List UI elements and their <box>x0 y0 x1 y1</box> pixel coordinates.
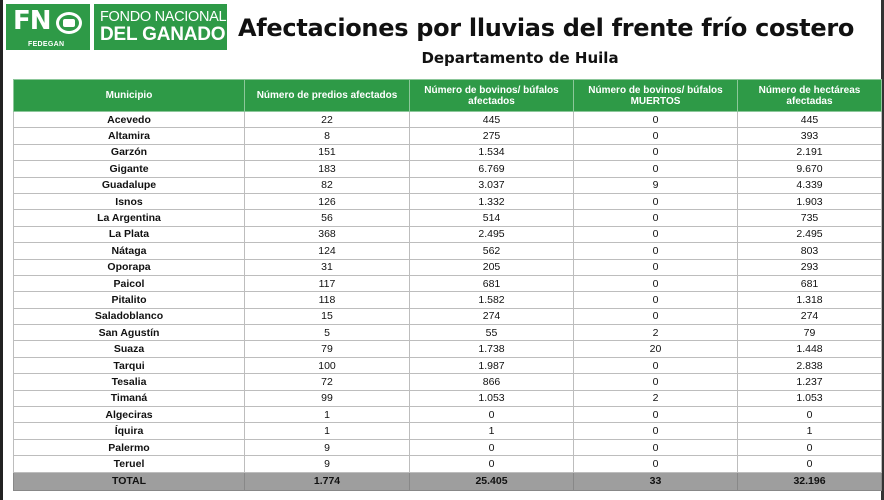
bovinos-afectados-cell: 274 <box>410 308 574 324</box>
bovinos-muertos-cell: 0 <box>574 193 738 209</box>
predios-cell: 79 <box>245 341 410 357</box>
hectareas-cell: 803 <box>738 243 882 259</box>
bovinos-muertos-cell: 0 <box>574 308 738 324</box>
table-row <box>14 161 882 177</box>
logo-fedegan-text: FEDEGAN <box>28 41 65 48</box>
bovinos-afectados-cell: 1.582 <box>410 292 574 308</box>
municipio-cell: Tesalia <box>14 374 245 390</box>
predios-cell: 22 <box>245 112 410 128</box>
bovinos-muertos-cell: 0 <box>574 226 738 242</box>
hectareas-cell: 2.495 <box>738 226 882 242</box>
table-row <box>14 210 882 226</box>
table-row <box>14 259 882 275</box>
predios-cell: 117 <box>245 275 410 291</box>
left-border <box>0 0 3 500</box>
municipio-cell: Timaná <box>14 390 245 406</box>
predios-cell: 56 <box>245 210 410 226</box>
logo-line-2: DEL GANADO <box>100 23 226 45</box>
header-bovinos-muertos: Número de bovinos/ búfalos MUERTOS <box>574 80 738 112</box>
fng-logo-mark <box>6 4 90 50</box>
hectareas-cell: 1.903 <box>738 193 882 209</box>
hectareas-cell: 0 <box>738 407 882 423</box>
municipio-cell: San Agustín <box>14 325 245 341</box>
hectareas-cell: 0 <box>738 456 882 472</box>
predios-cell: 124 <box>245 243 410 259</box>
predios-cell: 368 <box>245 226 410 242</box>
predios-cell: 183 <box>245 161 410 177</box>
table-row <box>14 226 882 242</box>
hectareas-cell: 293 <box>738 259 882 275</box>
bovinos-muertos-cell: 0 <box>574 439 738 455</box>
bovinos-afectados-cell: 1 <box>410 423 574 439</box>
municipio-cell: Garzón <box>14 144 245 160</box>
table-row <box>14 128 882 144</box>
bovinos-afectados-cell: 205 <box>410 259 574 275</box>
bovinos-muertos-cell: 0 <box>574 423 738 439</box>
bovinos-muertos-cell: 0 <box>574 210 738 226</box>
hectareas-cell: 2.838 <box>738 357 882 373</box>
bovinos-muertos-cell: 2 <box>574 390 738 406</box>
predios-cell: 9 <box>245 439 410 455</box>
bovinos-afectados-cell: 0 <box>410 407 574 423</box>
table-row <box>14 423 882 439</box>
predios-cell: 72 <box>245 374 410 390</box>
table-row <box>14 144 882 160</box>
table-row <box>14 374 882 390</box>
header-municipio: Municipio <box>14 80 245 112</box>
bovinos-afectados-cell: 514 <box>410 210 574 226</box>
hectareas-cell: 1.318 <box>738 292 882 308</box>
bovinos-muertos-cell: 0 <box>574 456 738 472</box>
municipio-cell: Nátaga <box>14 243 245 259</box>
table-row <box>14 439 882 455</box>
table-row <box>14 308 882 324</box>
hectareas-cell: 735 <box>738 210 882 226</box>
total-row <box>14 472 882 490</box>
municipio-cell: Isnos <box>14 193 245 209</box>
municipio-cell: Gigante <box>14 161 245 177</box>
table-row <box>14 275 882 291</box>
hectareas-cell: 274 <box>738 308 882 324</box>
header-predios: Número de predios afectados <box>245 80 410 112</box>
predios-cell: 9 <box>245 456 410 472</box>
municipio-cell: Paicol <box>14 275 245 291</box>
predios-cell: 15 <box>245 308 410 324</box>
predios-cell: 31 <box>245 259 410 275</box>
bovinos-afectados-cell: 55 <box>410 325 574 341</box>
total-hectareas: 32.196 <box>738 472 882 490</box>
bovinos-muertos-cell: 0 <box>574 259 738 275</box>
hectareas-cell: 445 <box>738 112 882 128</box>
bovinos-afectados-cell: 2.495 <box>410 226 574 242</box>
table-row <box>14 341 882 357</box>
bovinos-muertos-cell: 0 <box>574 407 738 423</box>
bovinos-afectados-cell: 3.037 <box>410 177 574 193</box>
predios-cell: 126 <box>245 193 410 209</box>
bovinos-afectados-cell: 866 <box>410 374 574 390</box>
municipio-cell: Palermo <box>14 439 245 455</box>
predios-cell: 82 <box>245 177 410 193</box>
municipio-cell: Guadalupe <box>14 177 245 193</box>
hectareas-cell: 1.053 <box>738 390 882 406</box>
predios-cell: 100 <box>245 357 410 373</box>
cow-icon <box>63 19 75 27</box>
municipio-cell: Tarqui <box>14 357 245 373</box>
logo-fn-text: FN <box>13 6 51 36</box>
bovinos-afectados-cell: 1.534 <box>410 144 574 160</box>
bovinos-muertos-cell: 0 <box>574 161 738 177</box>
total-label: TOTAL <box>14 472 245 490</box>
table-row <box>14 407 882 423</box>
bovinos-afectados-cell: 1.738 <box>410 341 574 357</box>
bovinos-afectados-cell: 275 <box>410 128 574 144</box>
bovinos-muertos-cell: 0 <box>574 128 738 144</box>
header-bovinos-afectados: Número de bovinos/ búfalos afectados <box>410 80 574 112</box>
municipio-cell: Suaza <box>14 341 245 357</box>
table-body <box>14 112 882 491</box>
hectareas-cell: 0 <box>738 439 882 455</box>
hectareas-cell: 393 <box>738 128 882 144</box>
municipio-cell: Oporapa <box>14 259 245 275</box>
bovinos-muertos-cell: 0 <box>574 243 738 259</box>
municipio-cell: Teruel <box>14 456 245 472</box>
total-predios: 1.774 <box>245 472 410 490</box>
predios-cell: 8 <box>245 128 410 144</box>
hectareas-cell: 1.237 <box>738 374 882 390</box>
logo-name <box>94 4 227 50</box>
bovinos-afectados-cell: 1.987 <box>410 357 574 373</box>
bovinos-muertos-cell: 0 <box>574 144 738 160</box>
bovinos-afectados-cell: 6.769 <box>410 161 574 177</box>
logo-line-1: FONDO NACIONAL <box>100 8 227 25</box>
table-row <box>14 325 882 341</box>
predios-cell: 1 <box>245 423 410 439</box>
bovinos-afectados-cell: 562 <box>410 243 574 259</box>
municipio-cell: Algeciras <box>14 407 245 423</box>
bovinos-muertos-cell: 0 <box>574 112 738 128</box>
municipio-cell: Saladoblanco <box>14 308 245 324</box>
bovinos-muertos-cell: 0 <box>574 275 738 291</box>
page-subtitle: Departamento de Huila <box>421 49 619 67</box>
municipio-cell: Íquira <box>14 423 245 439</box>
bovinos-muertos-cell: 20 <box>574 341 738 357</box>
bovinos-muertos-cell: 9 <box>574 177 738 193</box>
hectareas-cell: 79 <box>738 325 882 341</box>
predios-cell: 118 <box>245 292 410 308</box>
bovinos-muertos-cell: 0 <box>574 374 738 390</box>
bovinos-afectados-cell: 0 <box>410 456 574 472</box>
municipio-cell: La Argentina <box>14 210 245 226</box>
total-bovinos-afectados: 25.405 <box>410 472 574 490</box>
page-title: Afectaciones por lluvias del frente frío costero <box>238 14 855 42</box>
municipio-cell: Acevedo <box>14 112 245 128</box>
total-bovinos-muertos: 33 <box>574 472 738 490</box>
header-hectareas: Número de hectáreas afectadas <box>738 80 882 112</box>
bovinos-muertos-cell: 0 <box>574 292 738 308</box>
municipio-cell: Altamira <box>14 128 245 144</box>
hectareas-cell: 4.339 <box>738 177 882 193</box>
hectareas-cell: 9.670 <box>738 161 882 177</box>
table-row <box>14 292 882 308</box>
predios-cell: 5 <box>245 325 410 341</box>
fng-logo <box>6 4 227 50</box>
table-row <box>14 456 882 472</box>
hectareas-cell: 1.448 <box>738 341 882 357</box>
table-row <box>14 177 882 193</box>
affected-table <box>13 79 882 491</box>
table-header-row <box>14 80 882 112</box>
hectareas-cell: 2.191 <box>738 144 882 160</box>
predios-cell: 99 <box>245 390 410 406</box>
table-row <box>14 357 882 373</box>
table-row <box>14 243 882 259</box>
predios-cell: 151 <box>245 144 410 160</box>
bovinos-afectados-cell: 1.332 <box>410 193 574 209</box>
table-row <box>14 193 882 209</box>
table-row <box>14 390 882 406</box>
bovinos-muertos-cell: 0 <box>574 357 738 373</box>
bovinos-afectados-cell: 681 <box>410 275 574 291</box>
municipio-cell: Pitalito <box>14 292 245 308</box>
predios-cell: 1 <box>245 407 410 423</box>
table-row <box>14 112 882 128</box>
bovinos-afectados-cell: 445 <box>410 112 574 128</box>
municipio-cell: La Plata <box>14 226 245 242</box>
hectareas-cell: 681 <box>738 275 882 291</box>
hectareas-cell: 1 <box>738 423 882 439</box>
bovinos-afectados-cell: 1.053 <box>410 390 574 406</box>
bovinos-muertos-cell: 2 <box>574 325 738 341</box>
bovinos-afectados-cell: 0 <box>410 439 574 455</box>
